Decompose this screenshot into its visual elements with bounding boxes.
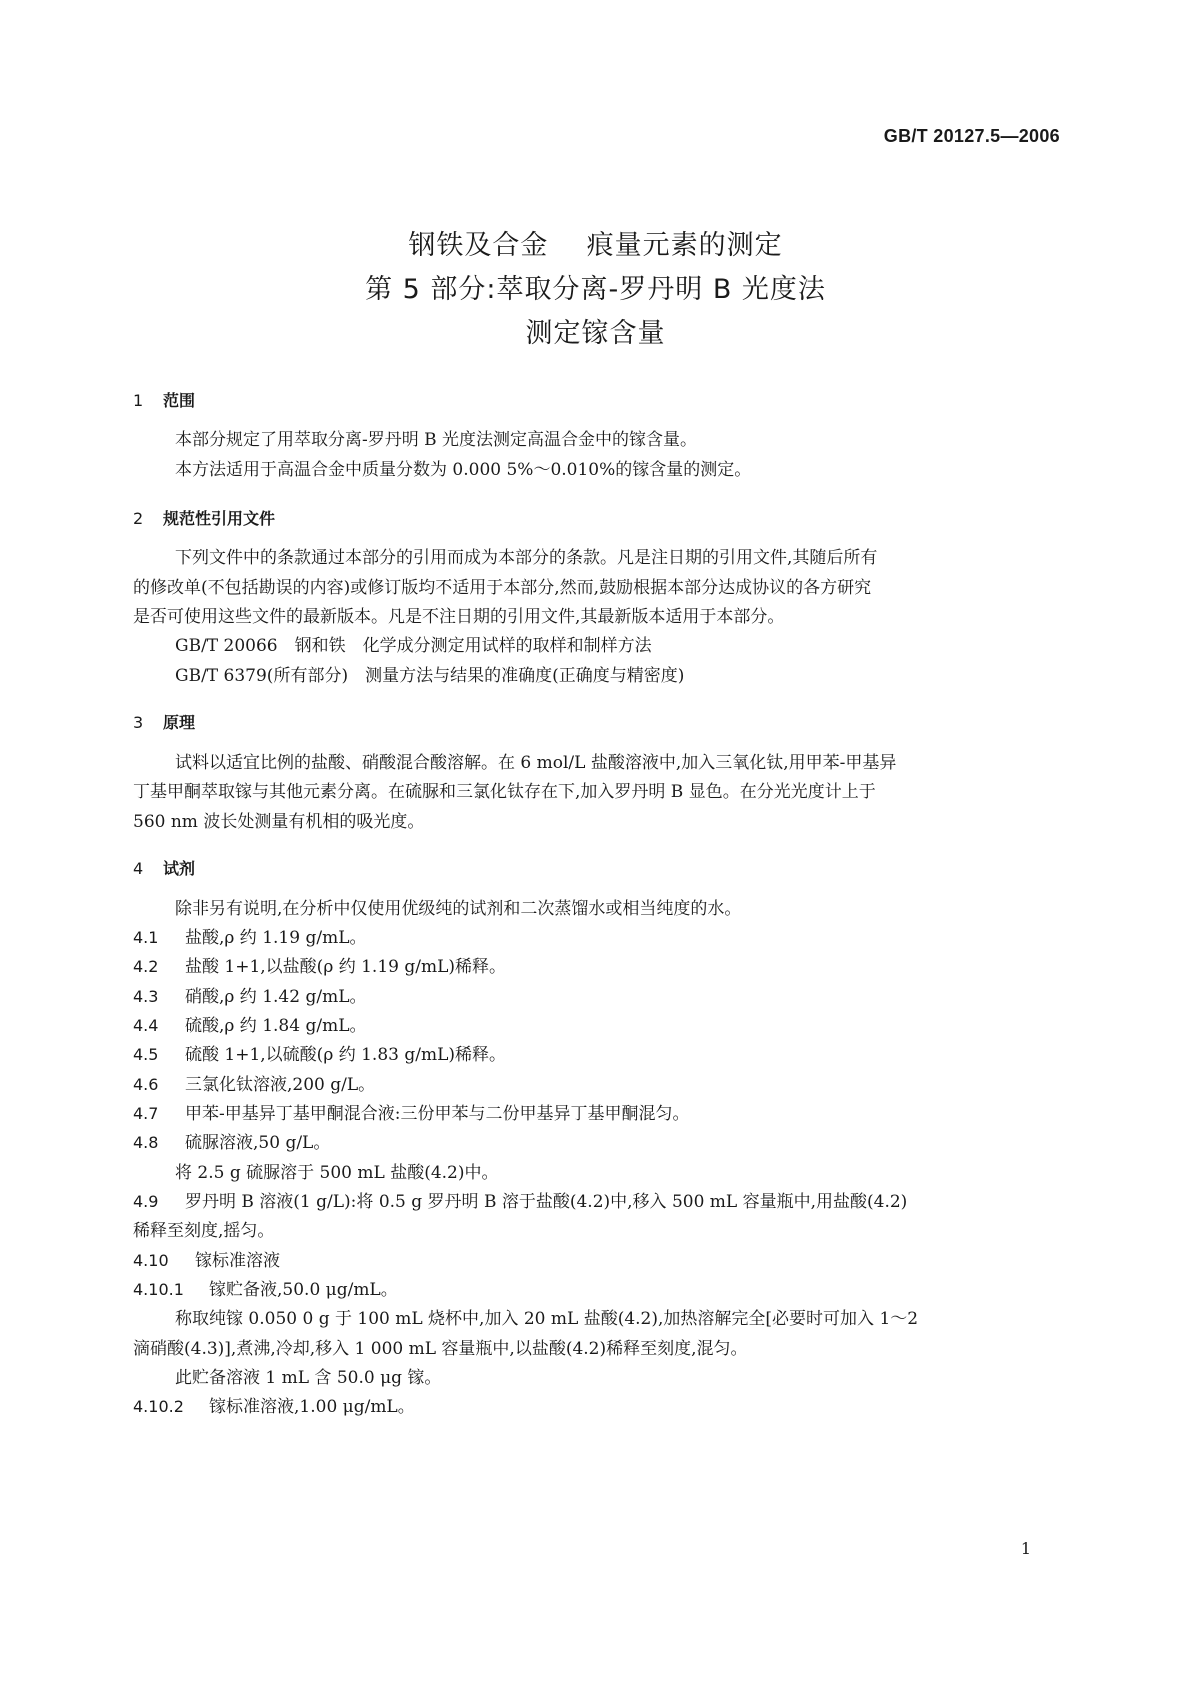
title-line-3: 测定镓含量 bbox=[525, 318, 666, 349]
paragraph-line: 除非另有说明,在分析中仅使用优级纯的试剂和二次蒸馏水或相当纯度的水。 bbox=[175, 899, 742, 919]
paragraph-line: 丁基甲酮萃取镓与其他元素分离。在硫脲和三氯化钛存在下,加入罗丹明 B 显色。在分光光度计上于 bbox=[133, 782, 876, 802]
clause-4-4 bbox=[133, 1014, 366, 1038]
paragraph-line: 称取纯镓 0.050 0 g 于 100 mL 烧杯中,加入 20 mL 盐酸(4.2),加热溶解完全[必要时可加入 1～2 bbox=[175, 1309, 919, 1329]
title-line-1-part-a: 钢铁及合金 bbox=[408, 230, 549, 261]
clause-4-3 bbox=[133, 985, 366, 1009]
paragraph-line: 试料以适宜比例的盐酸、硝酸混合酸溶解。在 6 mol/L 盐酸溶液中,加入三氧化钛,用甲苯-甲基异 bbox=[175, 753, 897, 773]
paragraph-line: 此贮备溶液 1 mL 含 50.0 μg 镓。 bbox=[175, 1368, 442, 1388]
clause-4-5 bbox=[133, 1043, 506, 1067]
section-number: 3 bbox=[133, 713, 144, 732]
clause-number: 4.1 bbox=[133, 928, 159, 947]
clause-number: 4.2 bbox=[133, 957, 159, 976]
clause-text: 镓贮备液,50.0 μg/mL。 bbox=[209, 1280, 398, 1300]
clause-number: 4.10.2 bbox=[133, 1397, 184, 1416]
clause-text: 硝酸,ρ 约 1.42 g/mL。 bbox=[185, 987, 367, 1007]
clause-text: 硫酸 1+1,以硫酸(ρ 约 1.83 g/mL)稀释。 bbox=[185, 1045, 507, 1065]
page-number: 1 bbox=[1020, 1539, 1031, 1558]
section-title: 规范性引用文件 bbox=[163, 509, 276, 528]
section-heading-1 bbox=[133, 388, 195, 411]
clause-4-6 bbox=[133, 1073, 375, 1097]
clause-4-9 bbox=[133, 1190, 907, 1214]
paragraph-line: 是否可使用这些文件的最新版本。凡是不注日期的引用文件,其最新版本适用于本部分。 bbox=[133, 607, 785, 627]
section-title: 试剂 bbox=[163, 859, 196, 878]
clause-text: 三氯化钛溶液,200 g/L。 bbox=[185, 1075, 376, 1095]
section-heading-4 bbox=[133, 856, 195, 879]
section-heading-2 bbox=[133, 506, 275, 529]
clause-4-10 bbox=[133, 1249, 280, 1273]
standard-number: GB/T 20127.5—2006 bbox=[883, 126, 1060, 146]
clause-number: 4.5 bbox=[133, 1045, 159, 1064]
section-title: 原理 bbox=[163, 713, 196, 732]
clause-4-10-2 bbox=[133, 1395, 415, 1419]
clause-text: 盐酸,ρ 约 1.19 g/mL。 bbox=[185, 928, 367, 948]
section-heading-3 bbox=[133, 710, 195, 733]
clause-text: 罗丹明 B 溶液(1 g/L):将 0.5 g 罗丹明 B 溶于盐酸(4.2)中,移入 500 mL 容量瓶中,用盐酸(4.2) bbox=[185, 1192, 908, 1212]
clause-text: 镓标准溶液,1.00 μg/mL。 bbox=[209, 1397, 415, 1417]
normative-reference: GB/T 20066 钢和铁 化学成分测定用试样的取样和制样方法 bbox=[175, 636, 652, 656]
section-number: 4 bbox=[133, 859, 144, 878]
clause-4-1 bbox=[133, 926, 366, 950]
clause-continuation: 稀释至刻度,摇匀。 bbox=[133, 1221, 275, 1241]
normative-reference: GB/T 6379(所有部分) 测量方法与结果的准确度(正确度与精密度) bbox=[175, 666, 685, 686]
clause-number: 4.4 bbox=[133, 1016, 159, 1035]
clause-text: 硫酸,ρ 约 1.84 g/mL。 bbox=[185, 1016, 367, 1036]
clause-number: 4.10 bbox=[133, 1251, 169, 1270]
clause-text: 硫脲溶液,50 g/L。 bbox=[185, 1133, 331, 1153]
paragraph-line: 的修改单(不包括勘误的内容)或修订版均不适用于本部分,然而,鼓励根据本部分达成协议的各方研究 bbox=[133, 578, 872, 598]
paragraph-line: 560 nm 波长处测量有机相的吸光度。 bbox=[133, 812, 425, 832]
clause-4-8 bbox=[133, 1131, 330, 1155]
paragraph-line: 本部分规定了用萃取分离-罗丹明 B 光度法测定高温合金中的镓含量。 bbox=[175, 430, 698, 450]
clause-4-2 bbox=[133, 955, 506, 979]
clause-text: 镓标准溶液 bbox=[195, 1251, 280, 1271]
clause-text: 盐酸 1+1,以盐酸(ρ 约 1.19 g/mL)稀释。 bbox=[185, 957, 507, 977]
clause-number: 4.7 bbox=[133, 1104, 159, 1123]
section-number: 2 bbox=[133, 509, 144, 528]
clause-number: 4.10.1 bbox=[133, 1280, 184, 1299]
title-line-2: 第 5 部分:萃取分离-罗丹明 B 光度法 bbox=[365, 274, 826, 305]
clause-number: 4.9 bbox=[133, 1192, 159, 1211]
clause-text: 甲苯-甲基异丁基甲酮混合液:三份甲苯与二份甲基异丁基甲酮混匀。 bbox=[185, 1104, 690, 1124]
title-line-1-part-b: 痕量元素的测定 bbox=[586, 230, 783, 261]
clause-4-7 bbox=[133, 1102, 689, 1126]
section-title: 范围 bbox=[163, 391, 196, 410]
section-number: 1 bbox=[133, 391, 144, 410]
paragraph-line: 下列文件中的条款通过本部分的引用而成为本部分的条款。凡是注日期的引用文件,其随后所有 bbox=[175, 548, 878, 568]
clause-number: 4.8 bbox=[133, 1133, 159, 1152]
clause-number: 4.3 bbox=[133, 987, 159, 1006]
clause-note: 将 2.5 g 硫脲溶于 500 mL 盐酸(4.2)中。 bbox=[175, 1163, 499, 1183]
paragraph-line: 滴硝酸(4.3)],煮沸,冷却,移入 1 000 mL 容量瓶中,以盐酸(4.2)稀释至刻度,混匀。 bbox=[133, 1339, 748, 1359]
title-line-1 bbox=[0, 224, 1191, 268]
clause-number: 4.6 bbox=[133, 1075, 159, 1094]
paragraph-line: 本方法适用于高温合金中质量分数为 0.000 5%～0.010%的镓含量的测定。 bbox=[175, 460, 752, 480]
clause-4-10-1 bbox=[133, 1278, 398, 1302]
